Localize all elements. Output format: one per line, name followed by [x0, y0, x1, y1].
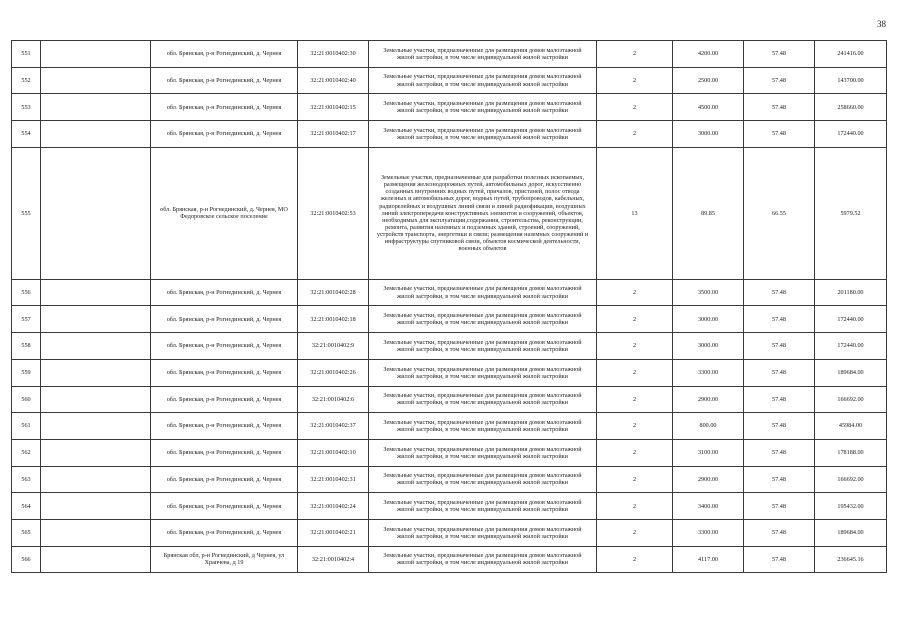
cadastral-number-cell: 32:21:0010402:53 [298, 147, 369, 279]
blank-cell [41, 493, 151, 520]
cadastral-number-cell: 32:21:0010402:40 [298, 67, 369, 94]
area-cell: 4500.00 [673, 94, 744, 121]
area-cell: 3500.00 [673, 279, 744, 306]
group-number-cell: 2 [597, 121, 673, 148]
land-use-description-cell: Земельные участки, предназначенные для размещения домов малоэтажной жилой застройки, в том числе индивидуальной жилой застройки [369, 439, 597, 466]
row-number-cell: 552 [12, 67, 41, 94]
land-use-description-cell: Земельные участки, предназначенные для размещения домов малоэтажной жилой застройки, в том числе индивидуальной жилой застройки [369, 493, 597, 520]
cadastral-number-cell: 32:21:0010402:31 [298, 466, 369, 493]
group-number-cell: 2 [597, 519, 673, 546]
address-cell: обл. Брянская, р-н Рогнединский, д. Чернея [151, 359, 298, 386]
address-cell: обл. Брянская, р-н Рогнединский, д. Чернея [151, 439, 298, 466]
row-number-cell: 554 [12, 121, 41, 148]
specific-value-cell: 57.48 [744, 386, 815, 413]
land-use-description-cell: Земельные участки, предназначенные для размещения домов малоэтажной жилой застройки, в том числе индивидуальной жилой застройки [369, 466, 597, 493]
blank-cell [41, 519, 151, 546]
address-cell: обл. Брянская, р-н Рогнединский, д. Чернея [151, 413, 298, 440]
cadastral-number-cell: 32:21:0010402:10 [298, 439, 369, 466]
group-number-cell: 2 [597, 439, 673, 466]
address-cell: Брянская обл, р-н Рогнединский, д Чернея, ул Храпчева, д 19 [151, 546, 298, 573]
cadastral-value-cell: 143700.00 [815, 67, 887, 94]
blank-cell [41, 41, 151, 68]
blank-cell [41, 306, 151, 333]
group-number-cell: 2 [597, 493, 673, 520]
cadastral-value-cell: 172440.00 [815, 306, 887, 333]
group-number-cell: 2 [597, 279, 673, 306]
specific-value-cell: 57.48 [744, 493, 815, 520]
blank-cell [41, 413, 151, 440]
cadastral-value-cell: 172440.00 [815, 333, 887, 360]
group-number-cell: 2 [597, 386, 673, 413]
table-row [12, 546, 887, 573]
cadastral-number-cell: 32:21:0010402:37 [298, 413, 369, 440]
specific-value-cell: 57.48 [744, 519, 815, 546]
cadastral-number-cell: 32:21:0010402:24 [298, 493, 369, 520]
land-use-description-cell: Земельные участки, предназначенные для размещения домов малоэтажной жилой застройки, в том числе индивидуальной жилой застройки [369, 121, 597, 148]
row-number-cell: 557 [12, 306, 41, 333]
cadastral-number-cell: 32:21:0010402:6 [298, 386, 369, 413]
specific-value-cell: 57.48 [744, 359, 815, 386]
area-cell: 3100.00 [673, 439, 744, 466]
area-cell: 3000.00 [673, 306, 744, 333]
cadastral-value-cell: 189684.00 [815, 519, 887, 546]
table-row [12, 279, 887, 306]
address-cell: обл. Брянская, р-н Рогнединский, д. Чернея [151, 306, 298, 333]
address-cell: обл. Брянская, р-н Рогнединский, д. Чернея, МО Федоровское сельское поселение [151, 147, 298, 279]
blank-cell [41, 439, 151, 466]
specific-value-cell: 57.48 [744, 41, 815, 68]
row-number-cell: 563 [12, 466, 41, 493]
blank-cell [41, 279, 151, 306]
land-use-description-cell: Земельные участки, предназначенные для размещения домов малоэтажной жилой застройки, в том числе индивидуальной жилой застройки [369, 519, 597, 546]
group-number-cell: 2 [597, 306, 673, 333]
cadastral-value-cell: 5979.52 [815, 147, 887, 279]
row-number-cell: 555 [12, 147, 41, 279]
cadastral-number-cell: 32:21:0010402:18 [298, 306, 369, 333]
table-row [12, 41, 887, 68]
table-row [12, 386, 887, 413]
address-cell: обл. Брянская, р-н Рогнединский, д. Чернея [151, 466, 298, 493]
area-cell: 4200.00 [673, 41, 744, 68]
address-cell: обл. Брянская, р-н Рогнединский, д. Чернея [151, 41, 298, 68]
group-number-cell: 2 [597, 333, 673, 360]
blank-cell [41, 147, 151, 279]
blank-cell [41, 546, 151, 573]
cadastral-value-cell: 45984.00 [815, 413, 887, 440]
row-number-cell: 565 [12, 519, 41, 546]
specific-value-cell: 57.48 [744, 94, 815, 121]
cadastral-number-cell: 32:21:0010402:21 [298, 519, 369, 546]
specific-value-cell: 66.55 [744, 147, 815, 279]
cadastral-number-cell: 32:21:0010402:9 [298, 333, 369, 360]
cadastral-value-cell: 201180.00 [815, 279, 887, 306]
blank-cell [41, 359, 151, 386]
table-body [12, 41, 887, 573]
table-row [12, 519, 887, 546]
specific-value-cell: 57.48 [744, 67, 815, 94]
cadastral-number-cell: 32:21:0010402:28 [298, 279, 369, 306]
land-use-description-cell: Земельные участки, предназначенные для размещения домов малоэтажной жилой застройки, в том числе индивидуальной жилой застройки [369, 306, 597, 333]
cadastral-value-cell: 166692.00 [815, 386, 887, 413]
cadastral-value-cell: 166692.00 [815, 466, 887, 493]
specific-value-cell: 57.48 [744, 466, 815, 493]
area-cell: 4117.00 [673, 546, 744, 573]
group-number-cell: 2 [597, 94, 673, 121]
table-row [12, 147, 887, 279]
area-cell: 3400.00 [673, 493, 744, 520]
address-cell: обл. Брянская, р-н Рогнединский, д. Чернея [151, 94, 298, 121]
table-row [12, 466, 887, 493]
group-number-cell: 13 [597, 147, 673, 279]
row-number-cell: 562 [12, 439, 41, 466]
cadastral-value-cell: 241416.00 [815, 41, 887, 68]
table-row [12, 306, 887, 333]
land-use-description-cell: Земельные участки, предназначенные для размещения домов малоэтажной жилой застройки, в том числе индивидуальной жилой застройки [369, 67, 597, 94]
cadastral-value-cell: 172440.00 [815, 121, 887, 148]
blank-cell [41, 94, 151, 121]
table-row [12, 493, 887, 520]
area-cell: 89.85 [673, 147, 744, 279]
address-cell: обл. Брянская, р-н Рогнединский, д. Чернея [151, 519, 298, 546]
blank-cell [41, 386, 151, 413]
area-cell: 3300.00 [673, 519, 744, 546]
cadastral-value-cell: 189684.00 [815, 359, 887, 386]
address-cell: обл. Брянская, р-н Рогнединский, д. Чернея [151, 67, 298, 94]
page-number: 38 [877, 19, 886, 29]
cadastral-number-cell: 32:21:0010402:26 [298, 359, 369, 386]
row-number-cell: 556 [12, 279, 41, 306]
table-row [12, 121, 887, 148]
area-cell: 2900.00 [673, 386, 744, 413]
area-cell: 2900.00 [673, 466, 744, 493]
specific-value-cell: 57.48 [744, 546, 815, 573]
land-use-description-cell: Земельные участки, предназначенные для размещения домов малоэтажной жилой застройки, в том числе индивидуальной жилой застройки [369, 359, 597, 386]
row-number-cell: 559 [12, 359, 41, 386]
land-use-description-cell: Земельные участки, предназначенные для разработки полезных ископаемых, размещения железнодорожных путей, автомобильных дорог, искусственно созданных внутренних водных путей, причалов, пристаней, полос отвода железных и автомобильных дорог, водных путей, трубопроводов, кабельных, радиорелейных и воздушных линий связи и линий радиофикации, воздушных линий электропередачи конструктивных элементов и сооружений, объектов, необходимых для эксплуатации,содержания, строительства, реконструкции, ремонта, развития наземных и подземных зданий, строений, сооружений, устройств транспорта, энергетики и связи; размещения наземных сооружений и инфраструктуры спутниковой связи, объектов космической деятельности, военных объектов [369, 147, 597, 279]
address-cell: обл. Брянская, р-н Рогнединский, д. Чернея [151, 121, 298, 148]
address-cell: обл. Брянская, р-н Рогнединский, д. Чернея [151, 386, 298, 413]
group-number-cell: 2 [597, 466, 673, 493]
row-number-cell: 564 [12, 493, 41, 520]
area-cell: 800.00 [673, 413, 744, 440]
group-number-cell: 2 [597, 359, 673, 386]
cadastral-value-cell: 258660.00 [815, 94, 887, 121]
address-cell: обл. Брянская, р-н Рогнединский, д. Чернея [151, 333, 298, 360]
land-registry-table [11, 40, 887, 573]
land-use-description-cell: Земельные участки, предназначенные для размещения домов малоэтажной жилой застройки, в том числе индивидуальной жилой застройки [369, 41, 597, 68]
group-number-cell: 2 [597, 546, 673, 573]
cadastral-number-cell: 32:21:0010402:30 [298, 41, 369, 68]
specific-value-cell: 57.48 [744, 413, 815, 440]
cadastral-value-cell: 178188.00 [815, 439, 887, 466]
blank-cell [41, 466, 151, 493]
row-number-cell: 560 [12, 386, 41, 413]
group-number-cell: 2 [597, 41, 673, 68]
cadastral-value-cell: 236645.16 [815, 546, 887, 573]
specific-value-cell: 57.48 [744, 333, 815, 360]
specific-value-cell: 57.48 [744, 121, 815, 148]
land-use-description-cell: Земельные участки, предназначенные для размещения домов малоэтажной жилой застройки, в том числе индивидуальной жилой застройки [369, 94, 597, 121]
specific-value-cell: 57.48 [744, 306, 815, 333]
land-use-description-cell: Земельные участки, предназначенные для размещения домов малоэтажной жилой застройки, в том числе индивидуальной жилой застройки [369, 413, 597, 440]
table-row [12, 439, 887, 466]
cadastral-number-cell: 32:21:0010402:15 [298, 94, 369, 121]
specific-value-cell: 57.48 [744, 439, 815, 466]
blank-cell [41, 67, 151, 94]
row-number-cell: 553 [12, 94, 41, 121]
blank-cell [41, 121, 151, 148]
area-cell: 3000.00 [673, 333, 744, 360]
address-cell: обл. Брянская, р-н Рогнединский, д. Чернея [151, 493, 298, 520]
row-number-cell: 566 [12, 546, 41, 573]
blank-cell [41, 333, 151, 360]
area-cell: 3000.00 [673, 121, 744, 148]
row-number-cell: 551 [12, 41, 41, 68]
table-row [12, 359, 887, 386]
group-number-cell: 2 [597, 413, 673, 440]
land-use-description-cell: Земельные участки, предназначенные для размещения домов малоэтажной жилой застройки, в том числе индивидуальной жилой застройки [369, 279, 597, 306]
land-use-description-cell: Земельные участки, предназначенные для размещения домов малоэтажной жилой застройки, в том числе индивидуальной жилой застройки [369, 333, 597, 360]
table-row [12, 67, 887, 94]
row-number-cell: 558 [12, 333, 41, 360]
table-row [12, 333, 887, 360]
land-use-description-cell: Земельные участки, предназначенные для размещения домов малоэтажной жилой застройки, в том числе индивидуальной жилой застройки [369, 386, 597, 413]
cadastral-number-cell: 32:21:0010402:4 [298, 546, 369, 573]
area-cell: 3300.00 [673, 359, 744, 386]
area-cell: 2500.00 [673, 67, 744, 94]
table-row [12, 94, 887, 121]
table-row [12, 413, 887, 440]
cadastral-number-cell: 32:21:0010402:17 [298, 121, 369, 148]
row-number-cell: 561 [12, 413, 41, 440]
specific-value-cell: 57.48 [744, 279, 815, 306]
land-use-description-cell: Земельные участки, предназначенные для размещения домов малоэтажной жилой застройки, в том числе индивидуальной жилой застройки [369, 546, 597, 573]
group-number-cell: 2 [597, 67, 673, 94]
cadastral-value-cell: 195432.00 [815, 493, 887, 520]
address-cell: обл. Брянская, р-н Рогнединский, д. Чернея [151, 279, 298, 306]
